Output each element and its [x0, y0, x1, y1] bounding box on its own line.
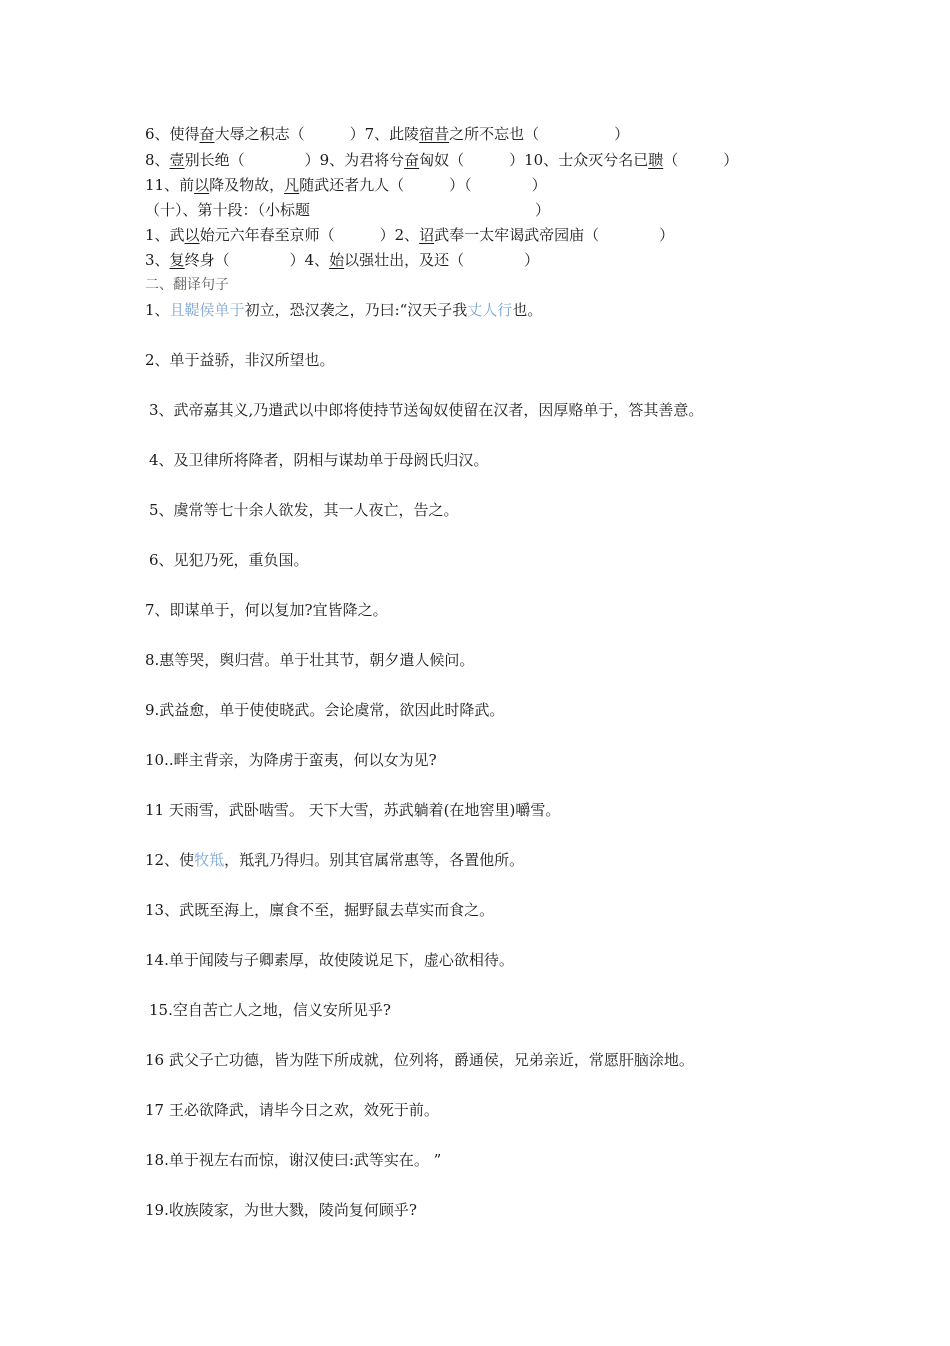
text: （ ）: [663, 151, 739, 169]
fill-blank-line-2: [145, 150, 738, 170]
text: 随武还者九人（ ）（ ）: [299, 176, 547, 194]
sentence-12: [145, 850, 524, 870]
underlined-word: 奋: [404, 151, 420, 169]
sentence-13: 13、武既至海上，廪食不至，掘野鼠去草实而食之。: [145, 901, 495, 919]
sentence-16: 16 武父子亡功德，皆为陛下所成就，位列将，爵通侯，兄弟亲近，常愿肝脑涂地。: [145, 1051, 694, 1069]
underlined-word: 始: [329, 251, 345, 269]
text: 匈奴（ ）10、士众灭兮名已: [419, 151, 649, 169]
text: 终身（ ）4、: [184, 251, 330, 269]
underlined-word: 凡: [284, 176, 300, 194]
fill-blank-line-3: [145, 175, 547, 195]
fill-blank-line-1: [145, 124, 629, 144]
underlined-word: 以: [194, 176, 210, 194]
text: 1、武: [145, 226, 185, 244]
sentence-5: 5、虞常等七十余人欲发，其一人夜亡，告之。: [149, 501, 459, 519]
section-ten-heading: （十）、第十段：（小标题 ）: [145, 201, 551, 219]
text: 降及物故，: [209, 176, 285, 194]
text: 大辱之积志（ ）7、此陵: [214, 125, 420, 143]
text: 8、: [145, 151, 170, 169]
sentence-1: [145, 300, 542, 320]
highlighted-word: 丈人行: [467, 301, 513, 319]
text: 11、前: [145, 176, 195, 194]
sentence-9: 9.武益愈，单于使使晓武。会论虞常，欲因此时降武。: [145, 701, 505, 719]
sentence-2: 2、单于益骄，非汉所望也。: [145, 351, 335, 369]
sentence-17: 17 王必欲降武，请毕今日之欢，效死于前。: [145, 1101, 439, 1119]
text: 初立，恐汉袭之，乃曰:“汉天子我: [244, 301, 468, 319]
text: 也。: [512, 301, 543, 319]
underlined-word: 奋: [199, 125, 215, 143]
text: 始元六年春至京师（ ）2、: [199, 226, 420, 244]
sentence-14: 14.单于闻陵与子卿素厚，故使陵说足下，虚心欲相待。: [145, 951, 514, 969]
sentence-19: 19.收族陵家，为世大戮，陵尚复何顾乎?: [145, 1201, 417, 1219]
underlined-word: 壹: [169, 151, 185, 169]
highlighted-word: 且鞮侯单于: [169, 301, 245, 319]
sentence-15: 15.空自苦亡人之地，信义安所见乎?: [149, 1001, 391, 1019]
text: 别长绝（ ）9、为君将兮: [184, 151, 405, 169]
sentence-10: 10..畔主背亲，为降虏于蛮夷，何以女为见?: [145, 751, 437, 769]
underlined-word: 聩: [648, 151, 664, 169]
underlined-word: 宿昔: [419, 125, 450, 143]
section-title-translate: 二、翻译句子: [145, 277, 229, 293]
text: 12、使: [145, 851, 195, 869]
sentence-6: 6、见犯乃死，重负国。: [149, 551, 309, 569]
sentence-8: 8.惠等哭，舆归营。单于壮其节，朝夕遣人候问。: [145, 651, 475, 669]
underlined-word: 诏: [419, 226, 435, 244]
text: 之所不忘也（ ）: [449, 125, 630, 143]
highlighted-word: 牧羝: [194, 851, 225, 869]
sentence-7: 7、即谋单于，何以复加?宜皆降之。: [145, 601, 388, 619]
fill-blank-line-6: [145, 250, 539, 270]
text: 1、: [145, 301, 170, 319]
sentence-18: 18.单于视左右而惊，谢汉使曰:武等实在。 ”: [145, 1151, 442, 1169]
text: 6、使得: [145, 125, 200, 143]
underlined-word: 以: [184, 226, 200, 244]
text: 以强壮出，及还（ ）: [344, 251, 540, 269]
text: 武奉一太牢谒武帝园庙（ ）: [434, 226, 675, 244]
sentence-4: 4、及卫律所将降者，阴相与谋劫单于母阏氏归汉。: [149, 451, 489, 469]
sentence-11: 11 天雨雪，武卧啮雪。 天下大雪，苏武躺着(在地窖里)嚼雪。: [145, 801, 561, 819]
text: ，羝乳乃得归。别其官属常惠等，各置他所。: [224, 851, 525, 869]
sentence-3: 3、武帝嘉其义,乃遣武以中郎将使持节送匈奴使留在汉者，因厚赂单于，答其善意。: [149, 401, 704, 419]
fill-blank-line-5: [145, 225, 674, 245]
underlined-word: 复: [169, 251, 185, 269]
text: 3、: [145, 251, 170, 269]
